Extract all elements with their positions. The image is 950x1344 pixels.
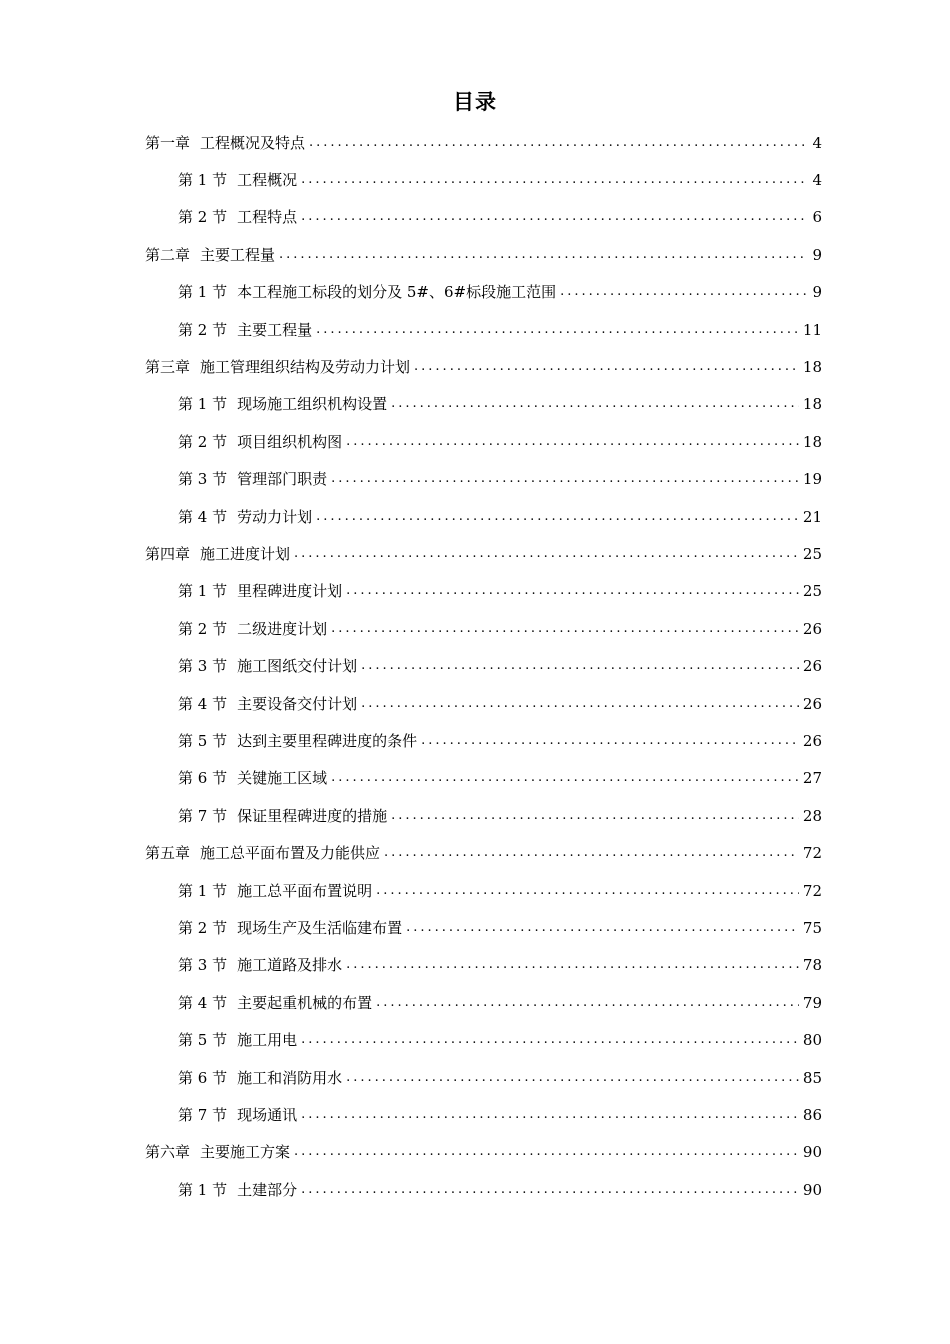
- toc-entry-label: [145, 1143, 290, 1161]
- toc-entry-number: 第三章: [145, 357, 191, 376]
- toc-entry-text: 工程特点: [237, 208, 298, 227]
- toc-section-entry[interactable]: [178, 1059, 822, 1096]
- toc-section-entry[interactable]: [178, 423, 822, 460]
- toc-entry-number: 第一章: [145, 133, 191, 152]
- dot-leader: [316, 321, 799, 339]
- toc-title: 目录: [453, 89, 497, 114]
- toc-entry-label: [178, 470, 327, 488]
- toc-section-entry[interactable]: [178, 648, 822, 685]
- toc-entry-label: [178, 208, 297, 226]
- toc-page-number: 18: [802, 432, 822, 451]
- toc-entry-text: 施工图纸交付计划: [237, 657, 358, 676]
- toc-page-number: 72: [802, 881, 822, 900]
- toc-entry-label: [178, 395, 387, 413]
- toc-entry-text: 里程碑进度计划: [237, 582, 343, 601]
- toc-page-number: 9: [812, 245, 822, 264]
- toc-entry-text: 达到主要里程碑进度的条件: [237, 731, 418, 750]
- toc-entry-label: [178, 732, 417, 750]
- toc-entry-label: [178, 769, 327, 787]
- toc-entry-text: 施工总平面布置说明: [237, 881, 373, 900]
- toc-entry-label: [178, 956, 342, 974]
- toc-section-entry[interactable]: [178, 386, 822, 423]
- dot-leader: [301, 1181, 799, 1199]
- toc-entry-label: [178, 1031, 297, 1049]
- toc-entry-label: [145, 545, 290, 563]
- toc-entry-text: 现场生产及生活临建布置: [237, 918, 403, 937]
- toc-entry-label: [178, 433, 342, 451]
- dot-leader: [309, 134, 808, 152]
- toc-entry-number: 第二章: [145, 245, 191, 264]
- dot-leader: [346, 582, 799, 600]
- dot-leader: [384, 844, 799, 862]
- dot-leader: [346, 956, 799, 974]
- toc-entry-label: [178, 994, 372, 1012]
- toc-entry-text: 项目组织机构图: [237, 432, 343, 451]
- toc-entry-text: 劳动力计划: [237, 507, 313, 526]
- toc-entry-text: 主要工程量: [200, 245, 276, 264]
- toc-entry-text: 管理部门职责: [237, 470, 328, 489]
- toc-entry-number: 第 2 节: [178, 208, 228, 227]
- toc-chapter-entry[interactable]: [145, 348, 822, 385]
- toc-section-entry[interactable]: [178, 573, 822, 610]
- toc-entry-number: 第 6 节: [178, 1068, 228, 1087]
- toc-entry-label: [145, 134, 305, 152]
- dot-leader: [346, 433, 799, 451]
- toc-section-entry[interactable]: [178, 1096, 822, 1133]
- toc-entry-number: 第 3 节: [178, 956, 228, 975]
- toc-entry-label: [178, 321, 312, 339]
- toc-section-entry[interactable]: [178, 872, 822, 909]
- toc-entry-label: [178, 807, 387, 825]
- toc-page-number: 26: [802, 657, 822, 676]
- toc-entry-number: 第 7 节: [178, 1105, 228, 1124]
- dot-leader: [346, 1069, 799, 1087]
- dot-leader: [376, 882, 799, 900]
- toc-entry-text: 工程概况: [237, 170, 298, 189]
- toc-page-number: 11: [802, 320, 822, 339]
- toc-entry-text: 现场通讯: [237, 1105, 298, 1124]
- toc-entry-label: [178, 508, 312, 526]
- toc-page-number: 19: [802, 470, 822, 489]
- toc-entry-label: [178, 1181, 297, 1199]
- toc-page-number: 90: [802, 1180, 822, 1199]
- toc-section-entry[interactable]: [178, 984, 822, 1021]
- toc-chapter-entry[interactable]: [145, 124, 822, 161]
- toc-page-number: 28: [802, 806, 822, 825]
- toc-page-number: 25: [802, 582, 822, 601]
- dot-leader: [301, 1106, 799, 1124]
- toc-entry-text: 主要施工方案: [200, 1143, 291, 1162]
- toc-chapter-entry[interactable]: [145, 1134, 822, 1171]
- dot-leader: [560, 283, 808, 301]
- toc-page-number: 6: [812, 208, 822, 227]
- toc-entry-label: [178, 695, 357, 713]
- toc-entry-number: 第 2 节: [178, 432, 228, 451]
- toc-entry-label: [178, 283, 556, 301]
- toc-entry-number: 第五章: [145, 844, 191, 863]
- toc-page-number: 86: [802, 1105, 822, 1124]
- dot-leader: [294, 545, 799, 563]
- toc-entry-text: 保证里程碑进度的措施: [237, 806, 388, 825]
- dot-leader: [421, 732, 799, 750]
- dot-leader: [301, 171, 808, 189]
- toc-page-number: 80: [802, 1031, 822, 1050]
- toc-entry-text: 工程概况及特点: [200, 133, 306, 152]
- toc-entry-label: [178, 657, 357, 675]
- toc-entry-number: 第 2 节: [178, 918, 228, 937]
- toc-page-number: 72: [802, 844, 822, 863]
- dot-leader: [376, 994, 799, 1012]
- toc-entry-number: 第 1 节: [178, 283, 228, 302]
- toc-page-number: 4: [812, 133, 822, 152]
- toc-page-number: 18: [802, 395, 822, 414]
- toc-section-entry[interactable]: [178, 498, 822, 535]
- toc-page-number: 18: [802, 357, 822, 376]
- toc-entry-label: [145, 246, 275, 264]
- toc-entry-number: 第 4 节: [178, 694, 228, 713]
- toc-chapter-entry[interactable]: [145, 835, 822, 872]
- toc-entry-text: 二级进度计划: [237, 619, 328, 638]
- toc-section-entry[interactable]: [178, 274, 822, 311]
- toc-section-entry[interactable]: [178, 947, 822, 984]
- toc-entry-text: 土建部分: [237, 1180, 298, 1199]
- toc-entry-number: 第六章: [145, 1143, 191, 1162]
- toc-page-number: 25: [802, 544, 822, 563]
- dot-leader: [361, 657, 799, 675]
- toc-section-entry[interactable]: [178, 1022, 822, 1059]
- toc-page-number: 26: [802, 619, 822, 638]
- toc-entry-text: 施工管理组织结构及劳动力计划: [200, 357, 411, 376]
- toc-page-number: 85: [802, 1068, 822, 1087]
- dot-leader: [316, 508, 799, 526]
- toc-entry-label: [178, 582, 342, 600]
- toc-section-entry[interactable]: [178, 797, 822, 834]
- toc-section-entry[interactable]: [178, 722, 822, 759]
- toc-entry-number: 第 1 节: [178, 170, 228, 189]
- toc-page-number: 78: [802, 956, 822, 975]
- toc-section-entry[interactable]: [178, 1171, 822, 1208]
- toc-entry-label: [178, 919, 402, 937]
- dot-leader: [406, 919, 799, 937]
- toc-entry-number: 第四章: [145, 544, 191, 563]
- toc-entry-text: 关键施工区域: [237, 769, 328, 788]
- dot-leader: [279, 246, 808, 264]
- toc-entry-number: 第 1 节: [178, 582, 228, 601]
- toc-entry-text: 施工道路及排水: [237, 956, 343, 975]
- toc-entry-number: 第 4 节: [178, 993, 228, 1012]
- toc-page-number: 75: [802, 918, 822, 937]
- toc-entry-label: [178, 620, 327, 638]
- toc-section-entry[interactable]: [178, 161, 822, 198]
- toc-section-entry[interactable]: [178, 199, 822, 236]
- toc-chapter-entry[interactable]: [145, 535, 822, 572]
- toc-page-number: 90: [802, 1143, 822, 1162]
- toc-page-number: 26: [802, 731, 822, 750]
- toc-section-entry[interactable]: [178, 685, 822, 722]
- dot-leader: [361, 695, 799, 713]
- toc-page-number: 79: [802, 993, 822, 1012]
- dot-leader: [391, 395, 799, 413]
- dot-leader: [294, 1143, 799, 1161]
- toc-entry-label: [178, 171, 297, 189]
- toc-entry-number: 第 1 节: [178, 881, 228, 900]
- toc-entry-number: 第 3 节: [178, 470, 228, 489]
- toc-section-entry[interactable]: [178, 311, 822, 348]
- toc-entry-number: 第 1 节: [178, 1180, 228, 1199]
- toc-entry-text: 主要工程量: [237, 320, 313, 339]
- toc-section-entry[interactable]: [178, 610, 822, 647]
- toc-entry-text: 主要设备交付计划: [237, 694, 358, 713]
- toc-entry-number: 第 1 节: [178, 395, 228, 414]
- toc-entry-number: 第 2 节: [178, 619, 228, 638]
- toc-page-number: 9: [812, 283, 822, 302]
- toc-entry-number: 第 7 节: [178, 806, 228, 825]
- dot-leader: [414, 358, 799, 376]
- toc-entry-text: 施工和消防用水: [237, 1068, 343, 1087]
- dot-leader: [331, 620, 799, 638]
- toc-section-entry[interactable]: [178, 909, 822, 946]
- toc-entry-text: 施工进度计划: [200, 544, 291, 563]
- toc-entry-label: [178, 1069, 342, 1087]
- toc-entry-text: 施工用电: [237, 1031, 298, 1050]
- toc-entry-text: 施工总平面布置及力能供应: [200, 844, 381, 863]
- toc-entry-text: 本工程施工标段的划分及 5#、6#标段施工范围: [237, 283, 557, 302]
- toc-chapter-entry[interactable]: [145, 236, 822, 273]
- toc-entry-number: 第 6 节: [178, 769, 228, 788]
- toc-entry-text: 主要起重机械的布置: [237, 993, 373, 1012]
- toc-entry-number: 第 2 节: [178, 320, 228, 339]
- toc-entry-text: 现场施工组织机构设置: [237, 395, 388, 414]
- toc-entry-number: 第 4 节: [178, 507, 228, 526]
- toc-entry-number: 第 3 节: [178, 657, 228, 676]
- toc-section-entry[interactable]: [178, 461, 822, 498]
- dot-leader: [331, 769, 799, 787]
- toc-entry-label: [178, 1106, 297, 1124]
- toc-page-number: 27: [802, 769, 822, 788]
- toc-section-entry[interactable]: [178, 760, 822, 797]
- toc-page-number: 21: [802, 507, 822, 526]
- dot-leader: [391, 807, 799, 825]
- toc-entry-number: 第 5 节: [178, 731, 228, 750]
- toc-page-number: 26: [802, 694, 822, 713]
- toc-entry-label: [145, 844, 380, 862]
- dot-leader: [331, 470, 799, 488]
- toc-entry-number: 第 5 节: [178, 1031, 228, 1050]
- dot-leader: [301, 208, 808, 226]
- dot-leader: [301, 1031, 799, 1049]
- toc-page-number: 4: [812, 170, 822, 189]
- toc-entry-label: [145, 358, 410, 376]
- toc-entry-label: [178, 882, 372, 900]
